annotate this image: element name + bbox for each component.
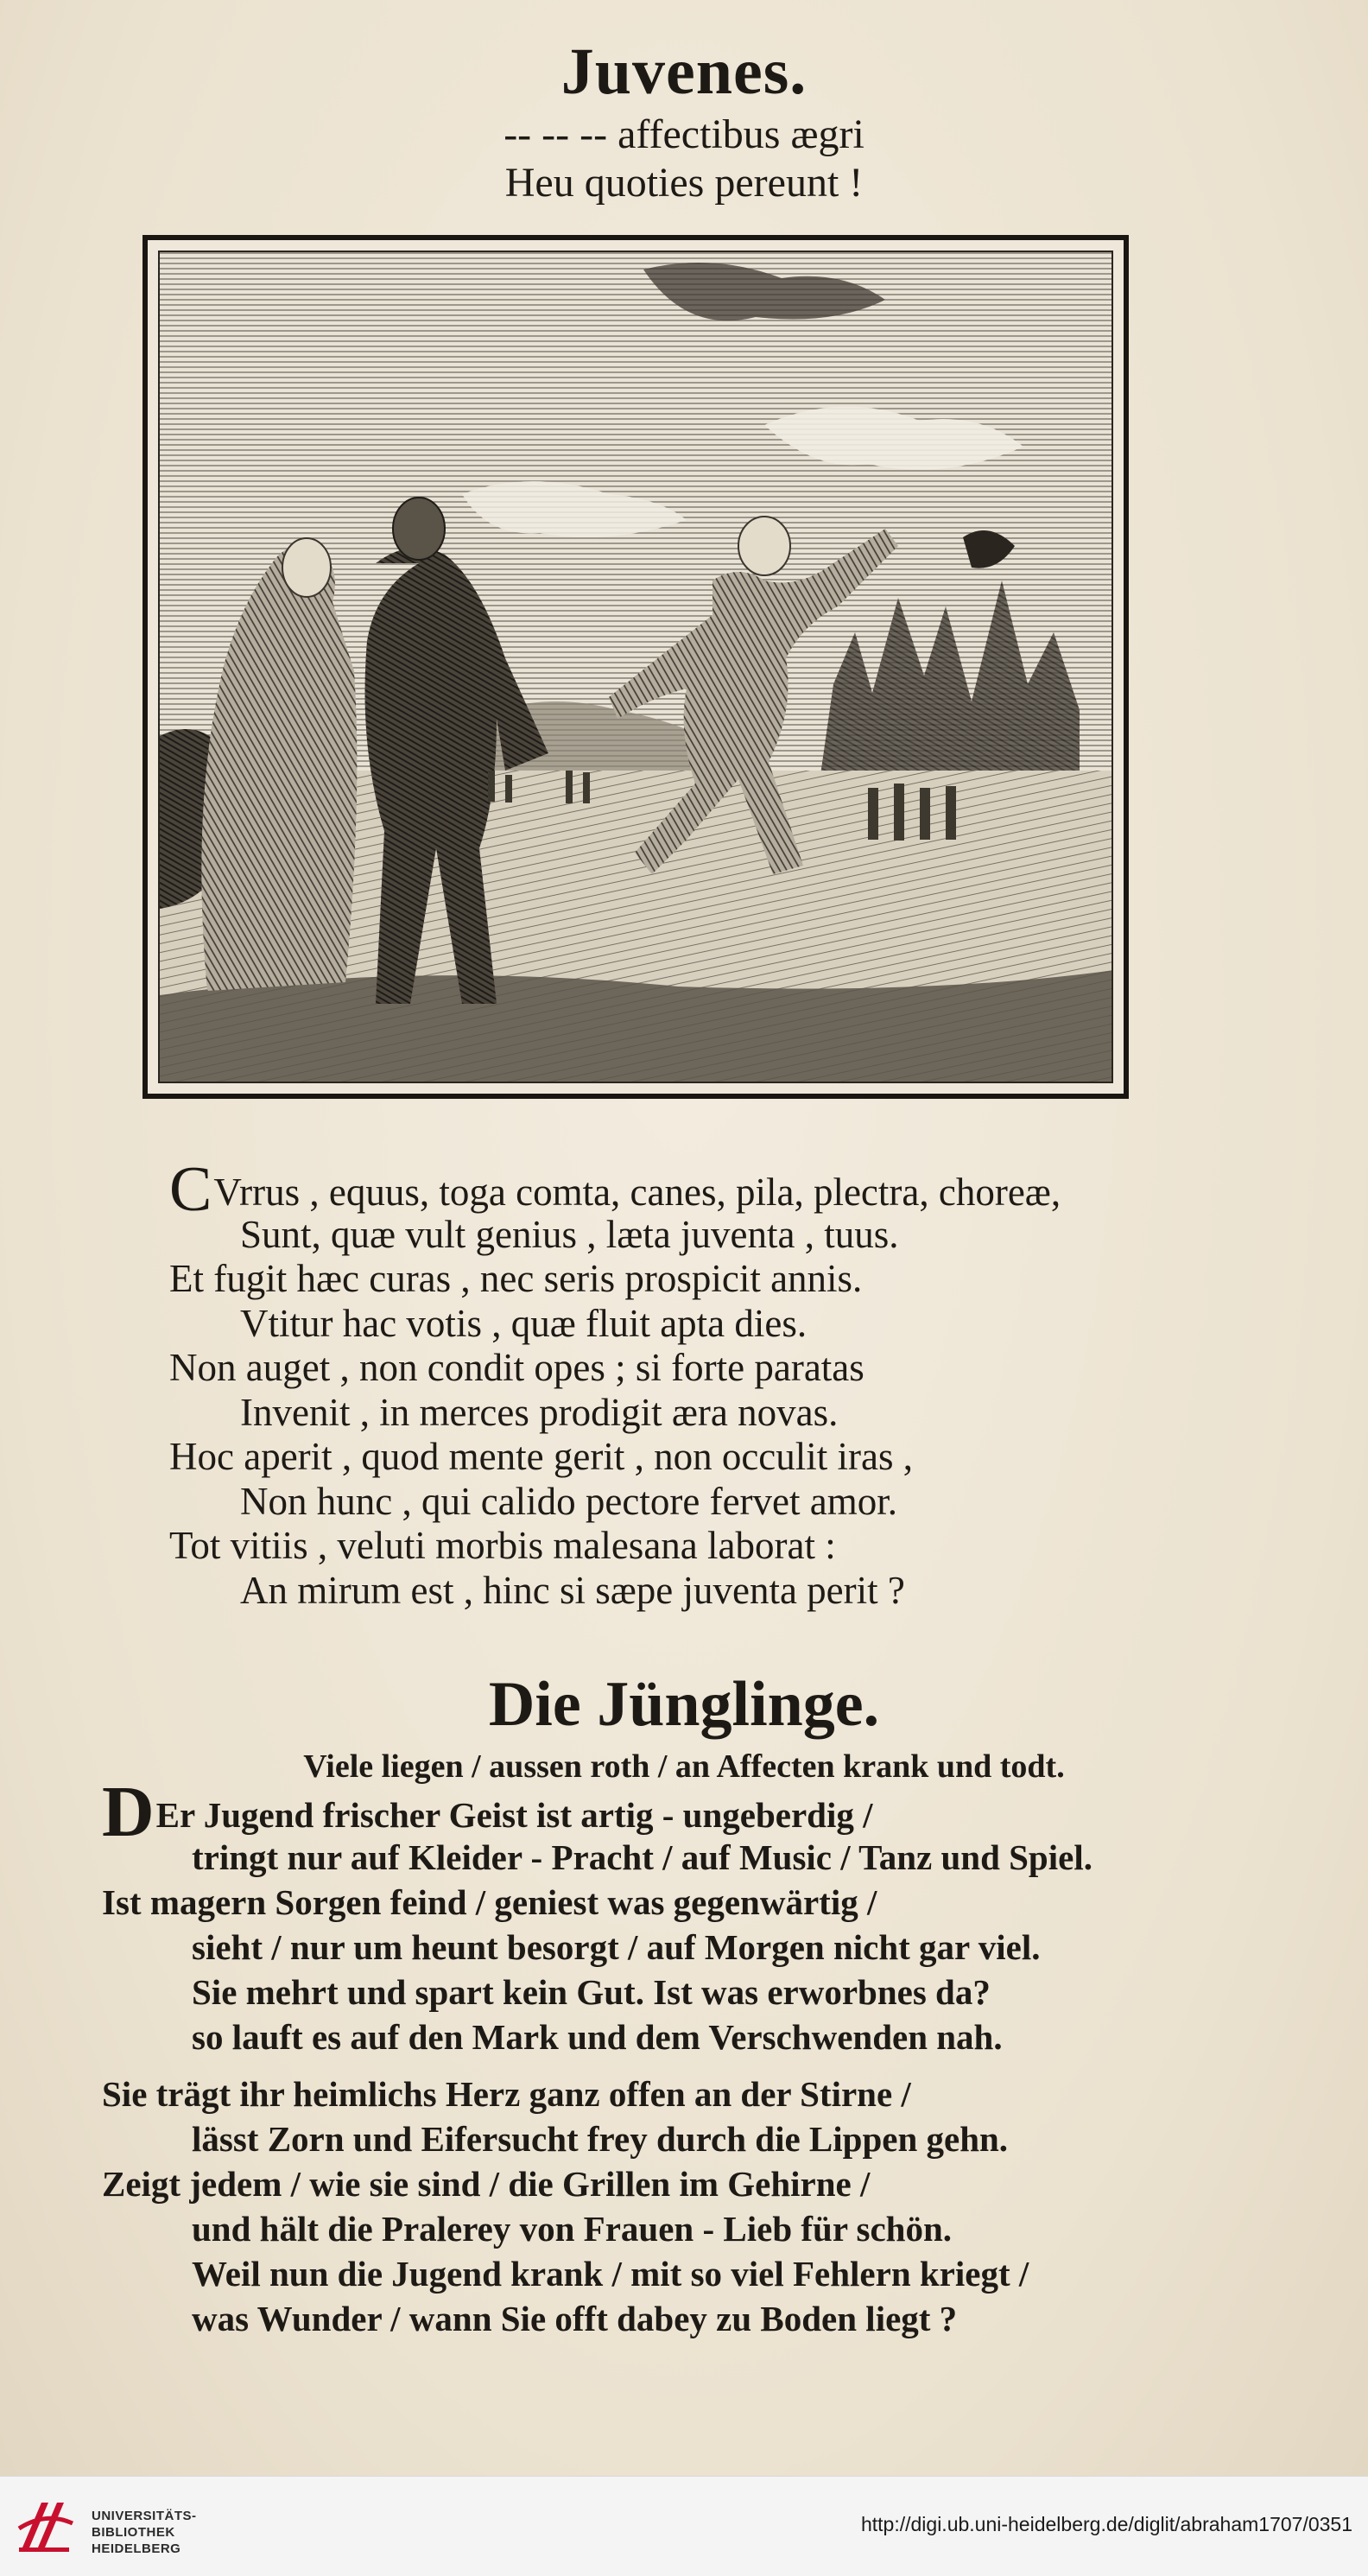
- german-dropcap: D: [102, 1772, 155, 1852]
- latin-line: Et fugit hæc curas , nec seris prospicit annis.: [169, 1257, 863, 1300]
- german-title: Die Jünglinge.: [488, 1669, 880, 1740]
- latin-poem: [0, 1154, 1368, 1613]
- german-line: Weil nun die Jugend krank / mit so viel Fehlern kriegt /: [192, 2254, 1029, 2294]
- german-line: lässt Zorn und Eifersucht frey durch die Lippen gehn.: [192, 2119, 1009, 2159]
- german-line: und hält die Pralerey von Frauen - Lieb für schön.: [192, 2209, 953, 2249]
- ub-heidelberg-logo-icon: [16, 2494, 76, 2556]
- german-line: DEr Jugend frischer Geist ist artig - ungeberdig /: [102, 1772, 873, 1852]
- latin-line: Tot vitiis , veluti morbis malesana laborat :: [169, 1524, 836, 1567]
- latin-line: An mirum est , hinc si sæpe juventa perit ?: [240, 1568, 905, 1612]
- german-line: was Wunder / wann Sie offt dabey zu Boden liegt ?: [192, 2299, 958, 2338]
- german-line: Zeigt jedem / wie sie sind / die Grillen im Gehirne /: [102, 2164, 871, 2204]
- german-subtitle: Viele liegen / aussen roth / an Affecten krank und todt.: [303, 1748, 1065, 1785]
- latin-line: Non hunc , qui calido pectore fervet amor.: [240, 1479, 897, 1523]
- latin-dropcap: C: [169, 1154, 212, 1225]
- motto-line-2: Heu quoties pereunt !: [504, 160, 864, 206]
- german-line: Sie mehrt und spart kein Gut. Ist was erworbnes da?: [192, 1972, 991, 2012]
- page-title: Juvenes.: [560, 35, 808, 108]
- latin-line: CVrrus , equus, toga comta, canes, pila, plectra, choreæ,: [169, 1154, 1061, 1225]
- engraving-artwork: [160, 252, 1113, 1083]
- motto-line-1: -- -- -- affectibus ægri: [504, 111, 864, 157]
- german-line: tringt nur auf Kleider - Pracht / auf Music / Tanz und Spiel.: [192, 1837, 1092, 1877]
- source-url-link[interactable]: http://digi.ub.uni-heidelberg.de/diglit/abraham1707/0351: [860, 2513, 1352, 2535]
- stanza-gap: [0, 2059, 1368, 2072]
- engraving-illustration: [142, 235, 1129, 1099]
- latin-line: Sunt, quæ vult genius , læta juventa , tuus.: [240, 1212, 899, 1256]
- german-line: sieht / nur um heunt besorgt / auf Morgen nicht gar viel.: [192, 1927, 1041, 1967]
- german-poem: [0, 1772, 1368, 2341]
- latin-line: Hoc aperit , quod mente gerit , non occulit iras ,: [169, 1435, 913, 1478]
- german-line: so lauft es auf den Mark und dem Verschwenden nah.: [192, 2017, 1003, 2057]
- library-footer: [0, 2476, 1368, 2576]
- library-name: UNIVERSITÄTS- BIBLIOTHEK HEIDELBERG: [92, 2509, 197, 2556]
- engraving-scene: [158, 251, 1113, 1083]
- latin-line: Non auget , non condit opes ; si forte paratas: [169, 1346, 864, 1389]
- german-line: Ist magern Sorgen feind / geniest was gegenwärtig /: [102, 1882, 877, 1922]
- latin-line: Invenit , in merces prodigit æra novas.: [240, 1390, 839, 1434]
- latin-line: Vtitur hac votis , quæ fluit apta dies.: [240, 1301, 808, 1345]
- german-line: Sie trägt ihr heimlichs Herz ganz offen an der Stirne /: [102, 2074, 911, 2114]
